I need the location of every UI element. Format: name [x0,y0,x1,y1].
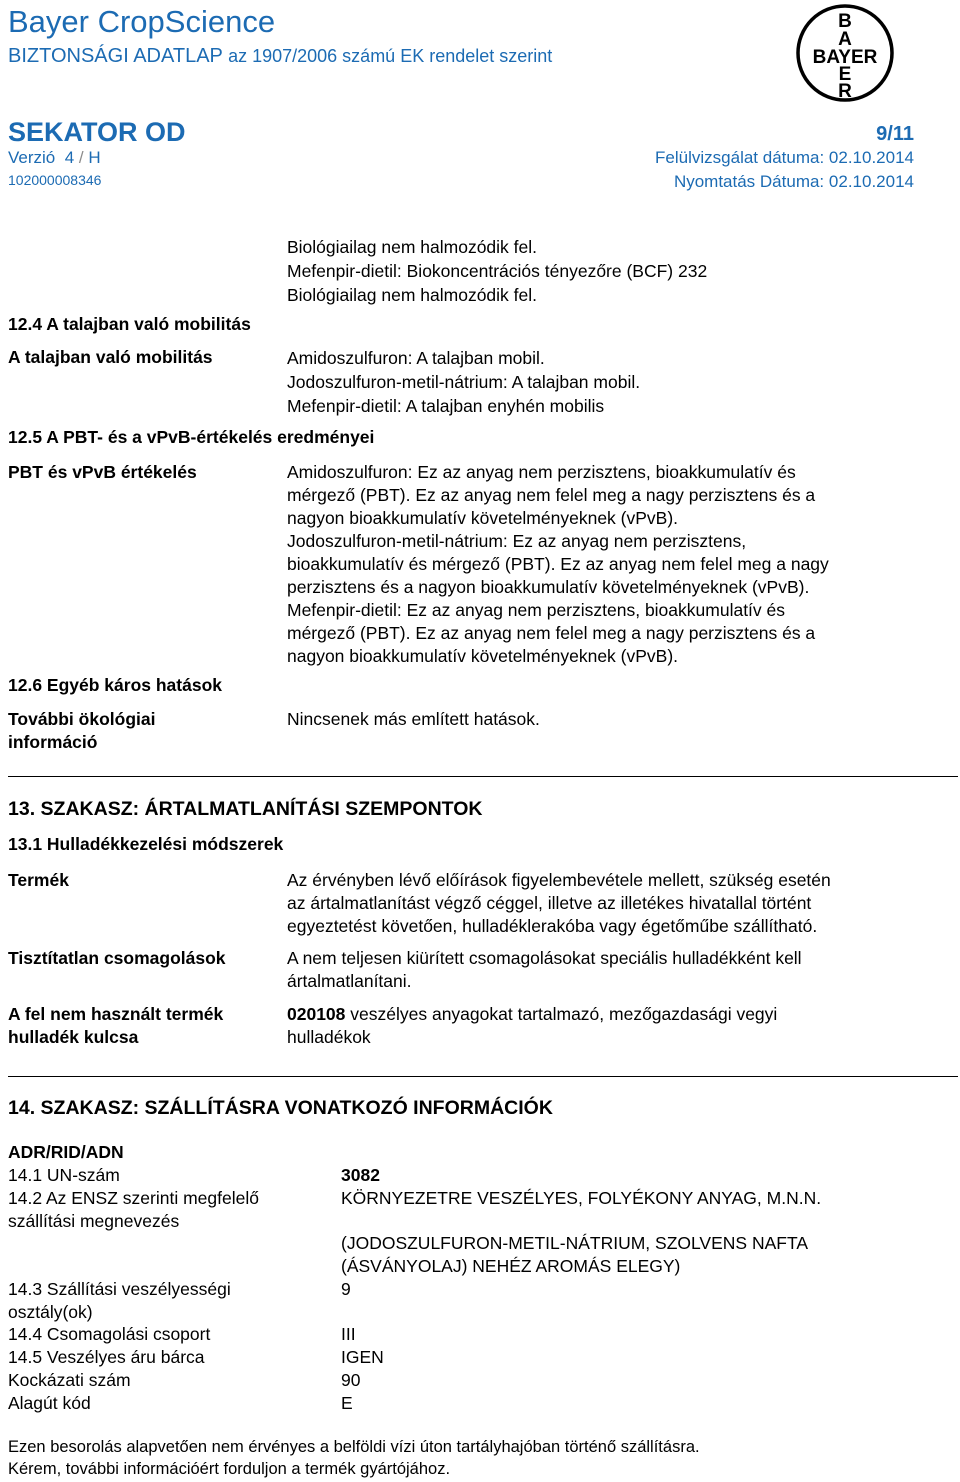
section-12-4-heading: 12.4 A talajban való mobilitás [8,314,251,334]
bio-line: Mefenpir-dietil: Biokoncentrációs tényezőre (BCF) 232 [287,261,708,281]
packing-group-label: 14.4 Csomagolási csoport [8,1324,211,1344]
version-slash: / [78,148,84,167]
un-number-value: 3082 [341,1165,380,1185]
packing-group-value: III [341,1324,356,1344]
waste-code-label-line: A fel nem használt termék [8,1004,224,1024]
tunnel-code-value: E [341,1393,353,1413]
product-disposal-line: Az érvényben lévő előírások figyelembevétele mellett, szükség esetén [287,870,831,890]
transport-footnote-line: Ezen besorolás alapvetően nem érvényes a belföldi vízi úton tartályhajóban történő szállításra. [8,1438,700,1456]
packaging-line: ártalmatlanítani. [287,971,412,991]
document-number: 102000008346 [8,172,102,188]
hazard-number-label: Kockázati szám [8,1370,131,1390]
packaging-label: Tisztítatlan csomagolások [8,948,226,968]
pbt-line: bioakkumulatív és mérgező (PBT). Ez az anyag nem felel meg a nagy [287,554,829,574]
hazard-class-value: 9 [341,1279,351,1299]
mobility-line: Mefenpir-dietil: A talajban enyhén mobilis [287,396,605,416]
bayer-logo [793,3,897,103]
pbt-line: nagyon bioakkumulatív követelményeknek (vPvB). [287,646,679,666]
page-number: 9/11 [876,123,914,145]
logo-letter-b: B [838,11,852,32]
print-label: Nyomtatás Dátuma: [673,172,825,191]
section-12-5-heading: 12.5 A PBT- és a vPvB-értékelés eredményei [8,427,375,447]
waste-code-description: veszélyes anyagokat tartalmazó, mezőgazdasági vegyi [345,1004,778,1024]
pbt-line: Mefenpir-dietil: Ez az anyag nem perzisztens, bioakkumulatív és [287,600,786,620]
document-title [8,46,552,66]
mobility-label: A talajban való mobilitás [8,347,213,367]
brand-name: Bayer CropScience [8,4,276,39]
pbt-line: nagyon bioakkumulatív követelményeknek (vPvB). [287,508,679,528]
hazard-class-label-line: osztály(ok) [8,1302,93,1322]
revision-date [655,149,914,166]
mobility-text [287,346,640,418]
section-divider [8,1076,958,1077]
hazard-class-label-line: 14.3 Szállítási veszélyességi [8,1279,231,1299]
logo-word-bayer: BAYER [812,47,878,68]
regulation-text: az 1907/2006 számú EK rendelet szerint [228,46,553,66]
hazard-number-value: 90 [341,1370,361,1390]
section-12-6-heading: 12.6 Egyéb káros hatások [8,675,222,695]
product-disposal-line: egyeztetést követően, hulladéklerakóba vagy égetőműbe szállítható. [287,916,818,936]
waste-code-label-line: hulladék kulcsa [8,1027,139,1047]
section-13-1-heading: 13.1 Hulladékkezelési módszerek [8,834,284,854]
hazard-label-label: 14.5 Veszélyes áru bárca [8,1347,205,1367]
section-13-title: 13. SZAKASZ: ÁRTALMATLANÍTÁSI SZEMPONTOK [8,798,483,820]
logo-letter-r: R [838,81,852,102]
version-info [8,149,101,166]
transport-footnote-line: Kérem, további információért forduljon a termék gyártójához. [8,1460,451,1478]
other-info-text: Nincsenek más említett hatások. [287,709,540,729]
hazard-class-label [8,1278,231,1324]
waste-code-description-cont: hulladékok [287,1027,371,1047]
logo-letter-a: A [838,29,852,50]
revision-date-value: 02.10.2014 [828,148,914,167]
mobility-line: Jodoszulfuron-metil-nátrium: A talajban mobil. [287,372,641,392]
pbt-text [287,461,829,668]
section-14-title: 14. SZAKASZ: SZÁLLÍTÁSRA VONATKOZÓ INFORMÁCIÓK [8,1097,553,1119]
transport-footnote [8,1436,700,1480]
tunnel-code-label: Alagút kód [8,1393,91,1413]
pbt-label: PBT és vPvB értékelés [8,462,197,482]
product-disposal-label: Termék [8,870,69,890]
waste-code: 020108 [287,1004,346,1024]
other-info-label [8,708,155,754]
print-date-value: 02.10.2014 [828,172,914,191]
print-date [674,173,914,190]
pbt-line: Jodoszulfuron-metil-nátrium: Ez az anyag nem perzisztens, [287,531,747,551]
product-name: SEKATOR OD [8,117,186,147]
bio-line: Biológiailag nem halmozódik fel. [287,285,537,305]
section-divider [8,776,958,777]
version-letter: H [88,148,101,167]
bio-line: Biológiailag nem halmozódik fel. [287,237,537,257]
version-number: 4 [64,148,75,167]
doc-title-text: BIZTONSÁGI ADATLAP [8,45,223,67]
shipping-name-detail-line: (ÁSVÁNYOLAJ) NEHÉZ AROMÁS ELEGY) [341,1256,681,1276]
other-info-label-line: További ökológiai [8,709,156,729]
shipping-name-detail [341,1232,808,1278]
product-disposal-line: az ártalmatlanítást végző céggel, illetve az illetékes hivatallal történt [287,893,812,913]
pbt-line: mérgező (PBT). Ez az anyag nem felel meg a nagy perzisztens és a [287,485,816,505]
adr-heading: ADR/RID/ADN [8,1142,124,1162]
waste-code-text [287,1003,777,1049]
revision-label: Felülvizsgálat dátuma: [655,148,825,167]
shipping-name-detail-line: (JODOSZULFURON-METIL-NÁTRIUM, SZOLVENS NAFTA [341,1233,809,1253]
logo-letter-e: E [838,64,852,85]
packaging-text [287,947,802,993]
shipping-name-value: KÖRNYEZETRE VESZÉLYES, FOLYÉKONY ANYAG, M.N.N. [341,1188,822,1208]
other-info-label-line: információ [8,732,98,752]
packaging-line: A nem teljesen kiürített csomagolásokat speciális hulladékként kell [287,948,802,968]
waste-code-label [8,1003,223,1049]
version-label: Verzió [8,148,56,167]
pbt-line: Amidoszulfuron: Ez az anyag nem perzisztens, bioakkumulatív és [287,462,796,482]
shipping-name-label-line: 14.2 Az ENSZ szerinti megfelelő [8,1188,259,1208]
bioaccumulation-text [287,235,707,307]
hazard-label-value: IGEN [341,1347,384,1367]
un-number-label: 14.1 UN-szám [8,1165,120,1185]
shipping-name-label-line: szállítási megnevezés [8,1211,180,1231]
shipping-name-label [8,1187,259,1233]
product-disposal-text [287,869,831,938]
mobility-line: Amidoszulfuron: A talajban mobil. [287,348,545,368]
pbt-line: mérgező (PBT). Ez az anyag nem felel meg a nagy perzisztens és a [287,623,816,643]
pbt-line: perzisztens és a nagyon bioakkumulatív követelményeknek (vPvB). [287,577,810,597]
